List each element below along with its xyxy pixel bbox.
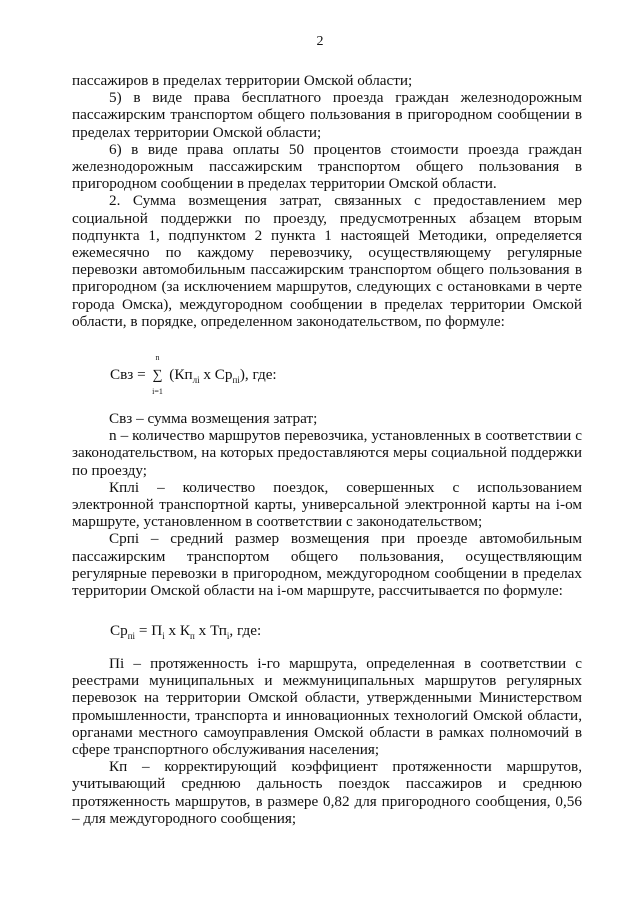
text-block-top — [72, 72, 582, 330]
paragraph: пассажиров в пределах территории Омской области; — [72, 72, 413, 89]
formula-subscript: пi — [127, 631, 136, 642]
sum-upper-limit: n — [155, 353, 160, 362]
formula-part: x К — [164, 622, 191, 639]
formula-subscript: лi — [192, 375, 200, 386]
formula-svz — [110, 353, 277, 396]
paragraph: Пi – протяженность i-го маршрута, определенная в соответствии с реестрами муниципальных и межмуниципальных маршрутов регулярных перевозок на территории Омской области, утвержденными Министерством промышленности, транспорта и инновационных технологий Омской области, органами местного самоуправления Омской области в рамках полномочий в сфере транспортного обслуживания населения; — [72, 655, 582, 759]
sum-sign: ∑ — [152, 368, 163, 383]
page-number: 2 — [316, 34, 324, 49]
formula-part: Ср — [110, 622, 128, 639]
formula-part: ), где: — [239, 366, 277, 383]
paragraph: Кп – корректирующий коэффициент протяженности маршрутов, учитывающий среднюю дальность поездок пассажиров и среднюю протяженность маршрутов, в размере 0,82 для пригородного сообщения, 0,56 – для междугородного сообщения; — [72, 758, 582, 827]
sum-operator — [151, 353, 163, 396]
paragraph: Кплi – количество поездок, совершенных с использованием электронной транспортной карты, универсальной электронной карты на i-ом маршруте, установленном в соответствии с законодательством; — [72, 478, 582, 531]
text-block-bottom — [72, 655, 582, 827]
formula-part: (Кп — [165, 366, 193, 383]
formula-subscript: i — [226, 631, 230, 642]
paragraph: 5) в виде права бесплатного проезда граждан железнодорожным пассажирским транспортом общего пользования в пригородном сообщении в пределах территории Омской области; — [72, 89, 582, 141]
formula-part: x Ср — [199, 366, 233, 383]
paragraph: 6) в виде права оплаты 50 процентов стоимости проезда граждан железнодорожным пассажирским транспортом общего пользования в пригородном сообщении в пределах территории Омской области. — [72, 140, 582, 193]
paragraph: Свз – сумма возмещения затрат; — [109, 410, 318, 427]
formula-subscript: i — [162, 631, 165, 642]
formula-part: x Тп — [194, 622, 227, 639]
formula-srp — [110, 622, 261, 645]
paragraph: 2. Сумма возмещения затрат, связанных с предоставлением мер социальной поддержки по проезду, предусмотренных абзацем вторым подпункта 1, подпунктом 2 пункта 1 настоящей Методики, определяется ежемесячно по каждому перевозчику, осуществляющему регулярные перевозки автомобильным пассажирским транспортом общего пользования в пригородном (за исключением маршрутов, следующих с остановками в черте города Омска), междугородном сообщении в пределах территории Омской области, в порядке, определенном законодательством, по формуле: — [72, 192, 582, 330]
formula-part: , где: — [229, 622, 262, 639]
sum-lower-limit: i=1 — [152, 387, 163, 396]
formula-subscript: п — [190, 631, 195, 642]
paragraph: Српi – средний размер возмещения при проезде автомобильным пассажирским транспортом общего пользования, осуществляющим регулярные перевозки в пригородном, междугородном сообщении в пределах территории Омской области на i-ом маршруте, рассчитывается по формуле: — [72, 530, 582, 600]
formula-part: = П — [135, 622, 163, 639]
formula-subscript: пi — [232, 375, 240, 386]
formula-lhs: Свз = — [110, 366, 150, 383]
text-block-definitions — [72, 410, 582, 599]
paragraph: n – количество маршрутов перевозчика, установленных в соответствии с законодательством, на которых предоставляются меры социальной поддержки по проезду; — [72, 427, 582, 479]
